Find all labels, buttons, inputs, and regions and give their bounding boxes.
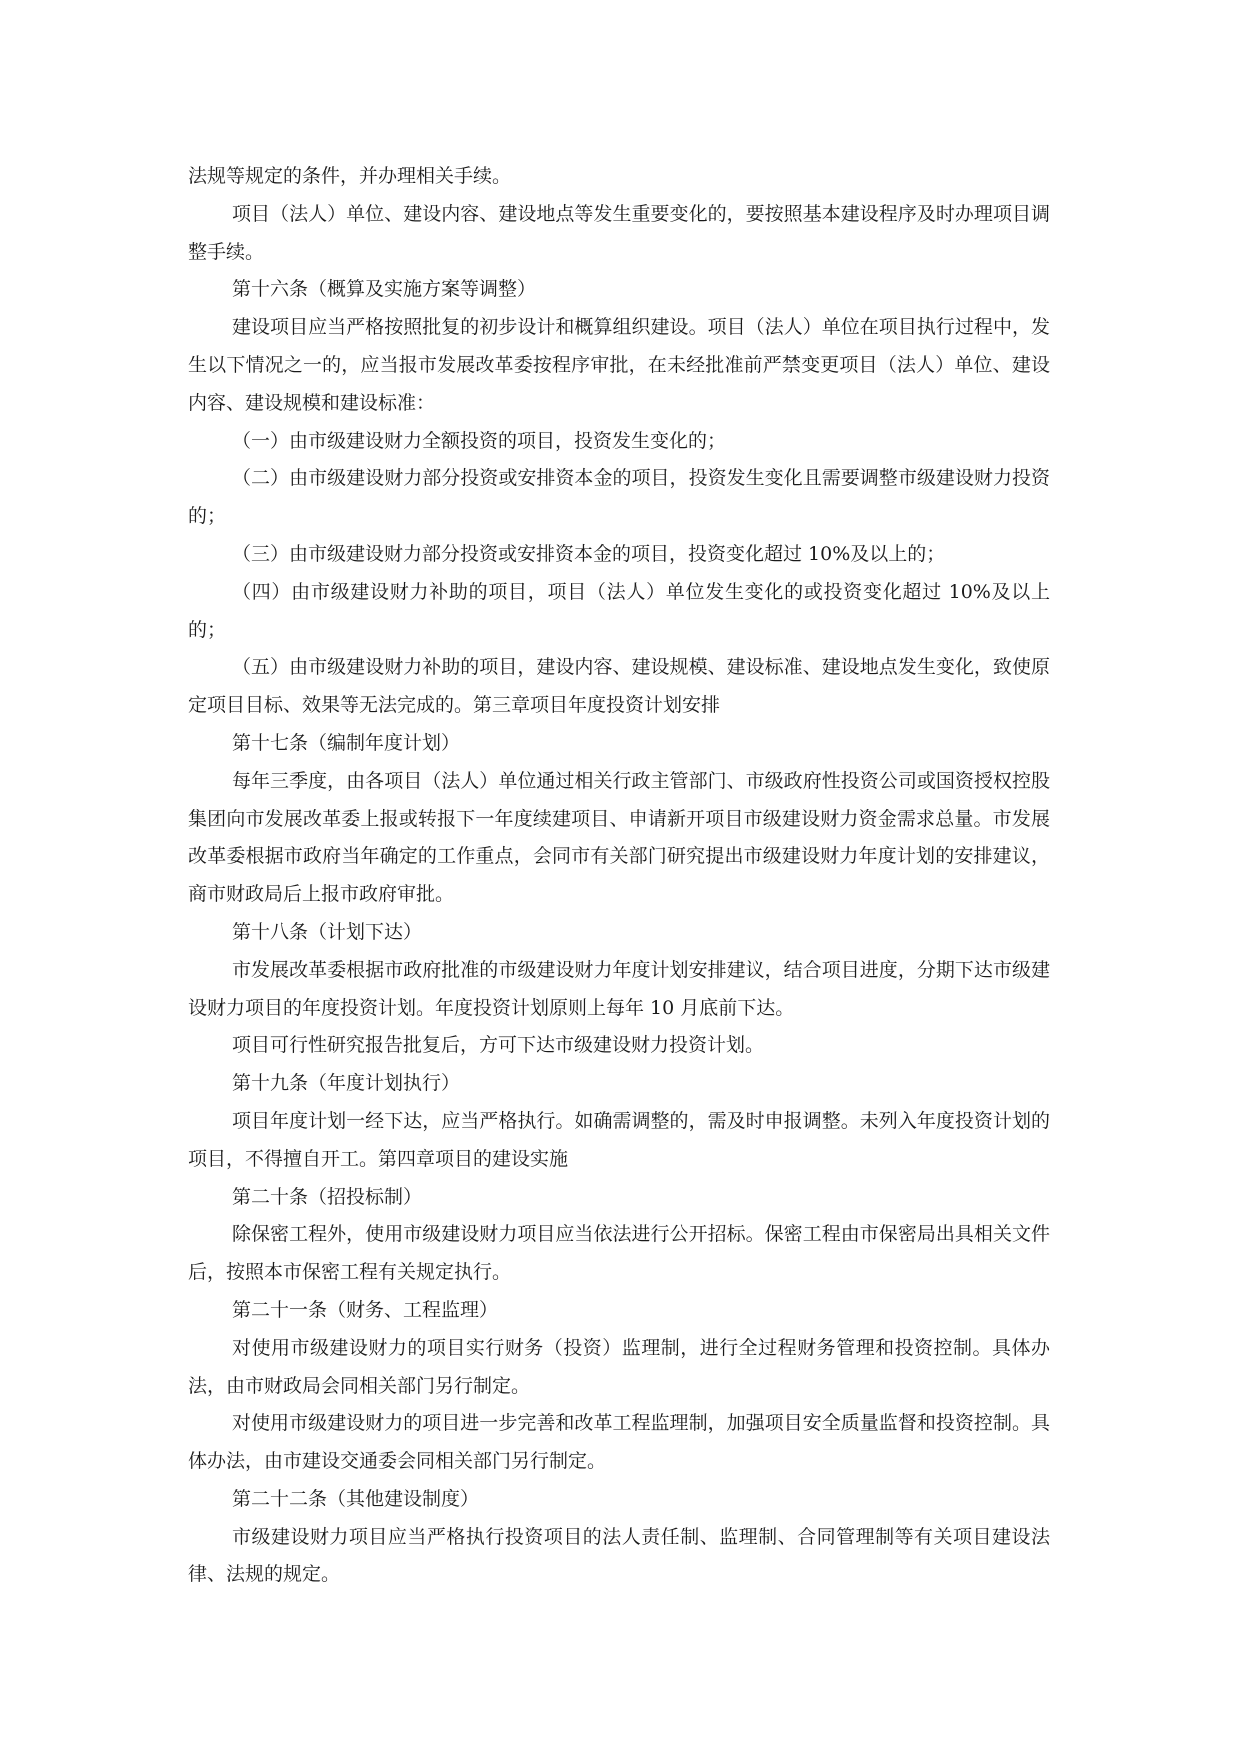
article-heading: 第十七条（编制年度计划） (232, 731, 461, 754)
paragraph: 除保密工程外，使用市级建设财力项目应当依法进行公开招标。保密工程由市保密局出具相关文件后，按照本市保密工程有关规定执行。 (188, 1223, 1050, 1284)
article-heading: 第十六条（概算及实施方案等调整） (232, 278, 537, 301)
list-item: （三）由市级建设财力部分投资或安排资本金的项目，投资变化超过 10%及以上的； (232, 542, 946, 565)
article-heading: 第二十条（招投标制） (232, 1185, 423, 1208)
paragraph: 项目年度计划一经下达，应当严格执行。如确需调整的，需及时申报调整。未列入年度投资计划的项目，不得擅自开工。第四章项目的建设实施 (188, 1109, 1050, 1170)
paragraph: 市发展改革委根据市政府批准的市级建设财力年度计划安排建议，结合项目进度，分期下达市级建设财力项目的年度投资计划。年度投资计划原则上每年 10 月底前下达。 (188, 958, 1050, 1019)
paragraph: 法规等规定的条件，并办理相关手续。 (188, 165, 512, 187)
article-heading: 第二十二条（其他建设制度） (232, 1487, 480, 1510)
list-item: （二）由市级建设财力部分投资或安排资本金的项目，投资发生变化且需要调整市级建设财力投资的； (188, 467, 1050, 528)
list-item: （一）由市级建设财力全额投资的项目，投资发生变化的； (232, 429, 727, 452)
paragraph: 建设项目应当严格按照批复的初步设计和概算组织建设。项目（法人）单位在项目执行过程中，发生以下情况之一的，应当报市发展改革委按程序审批，在未经批准前严禁变更项目（法人）单位、建设内容、建设规模和建设标准： (188, 316, 1050, 414)
article-heading: 第十八条（计划下达） (232, 920, 423, 943)
list-item: （四）由市级建设财力补助的项目，项目（法人）单位发生变化的或投资变化超过 10%及以上的； (188, 580, 1050, 641)
paragraph: 市级建设财力项目应当严格执行投资项目的法人责任制、监理制、合同管理制等有关项目建设法律、法规的规定。 (188, 1525, 1050, 1586)
article-heading: 第十九条（年度计划执行） (232, 1072, 461, 1095)
paragraph: 对使用市级建设财力的项目进一步完善和改革工程监理制，加强项目安全质量监督和投资控制。具体办法，由市建设交通委会同相关部门另行制定。 (188, 1412, 1050, 1473)
paragraph: 每年三季度，由各项目（法人）单位通过相关行政主管部门、市级政府性投资公司或国资授权控股集团向市发展改革委上报或转报下一年度续建项目、申请新开项目市级建设财力资金需求总量。市发展改革委根据市政府当年确定的工作重点，会同市有关部门研究提出市级建设财力年度计划的安排建议，商市财政局后上报市政府审批。 (188, 769, 1050, 906)
article-heading: 第二十一条（财务、工程监理） (232, 1298, 499, 1321)
paragraph: 项目可行性研究报告批复后，方可下达市级建设财力投资计划。 (232, 1034, 765, 1057)
list-item: （五）由市级建设财力补助的项目，建设内容、建设规模、建设标准、建设地点发生变化，致使原定项目目标、效果等无法完成的。第三章项目年度投资计划安排 (188, 656, 1050, 717)
paragraph: 对使用市级建设财力的项目实行财务（投资）监理制，进行全过程财务管理和投资控制。具体办法，由市财政局会同相关部门另行制定。 (188, 1336, 1050, 1397)
document-body (188, 158, 1050, 1594)
paragraph: 项目（法人）单位、建设内容、建设地点等发生重要变化的，要按照基本建设程序及时办理项目调整手续。 (188, 202, 1050, 263)
